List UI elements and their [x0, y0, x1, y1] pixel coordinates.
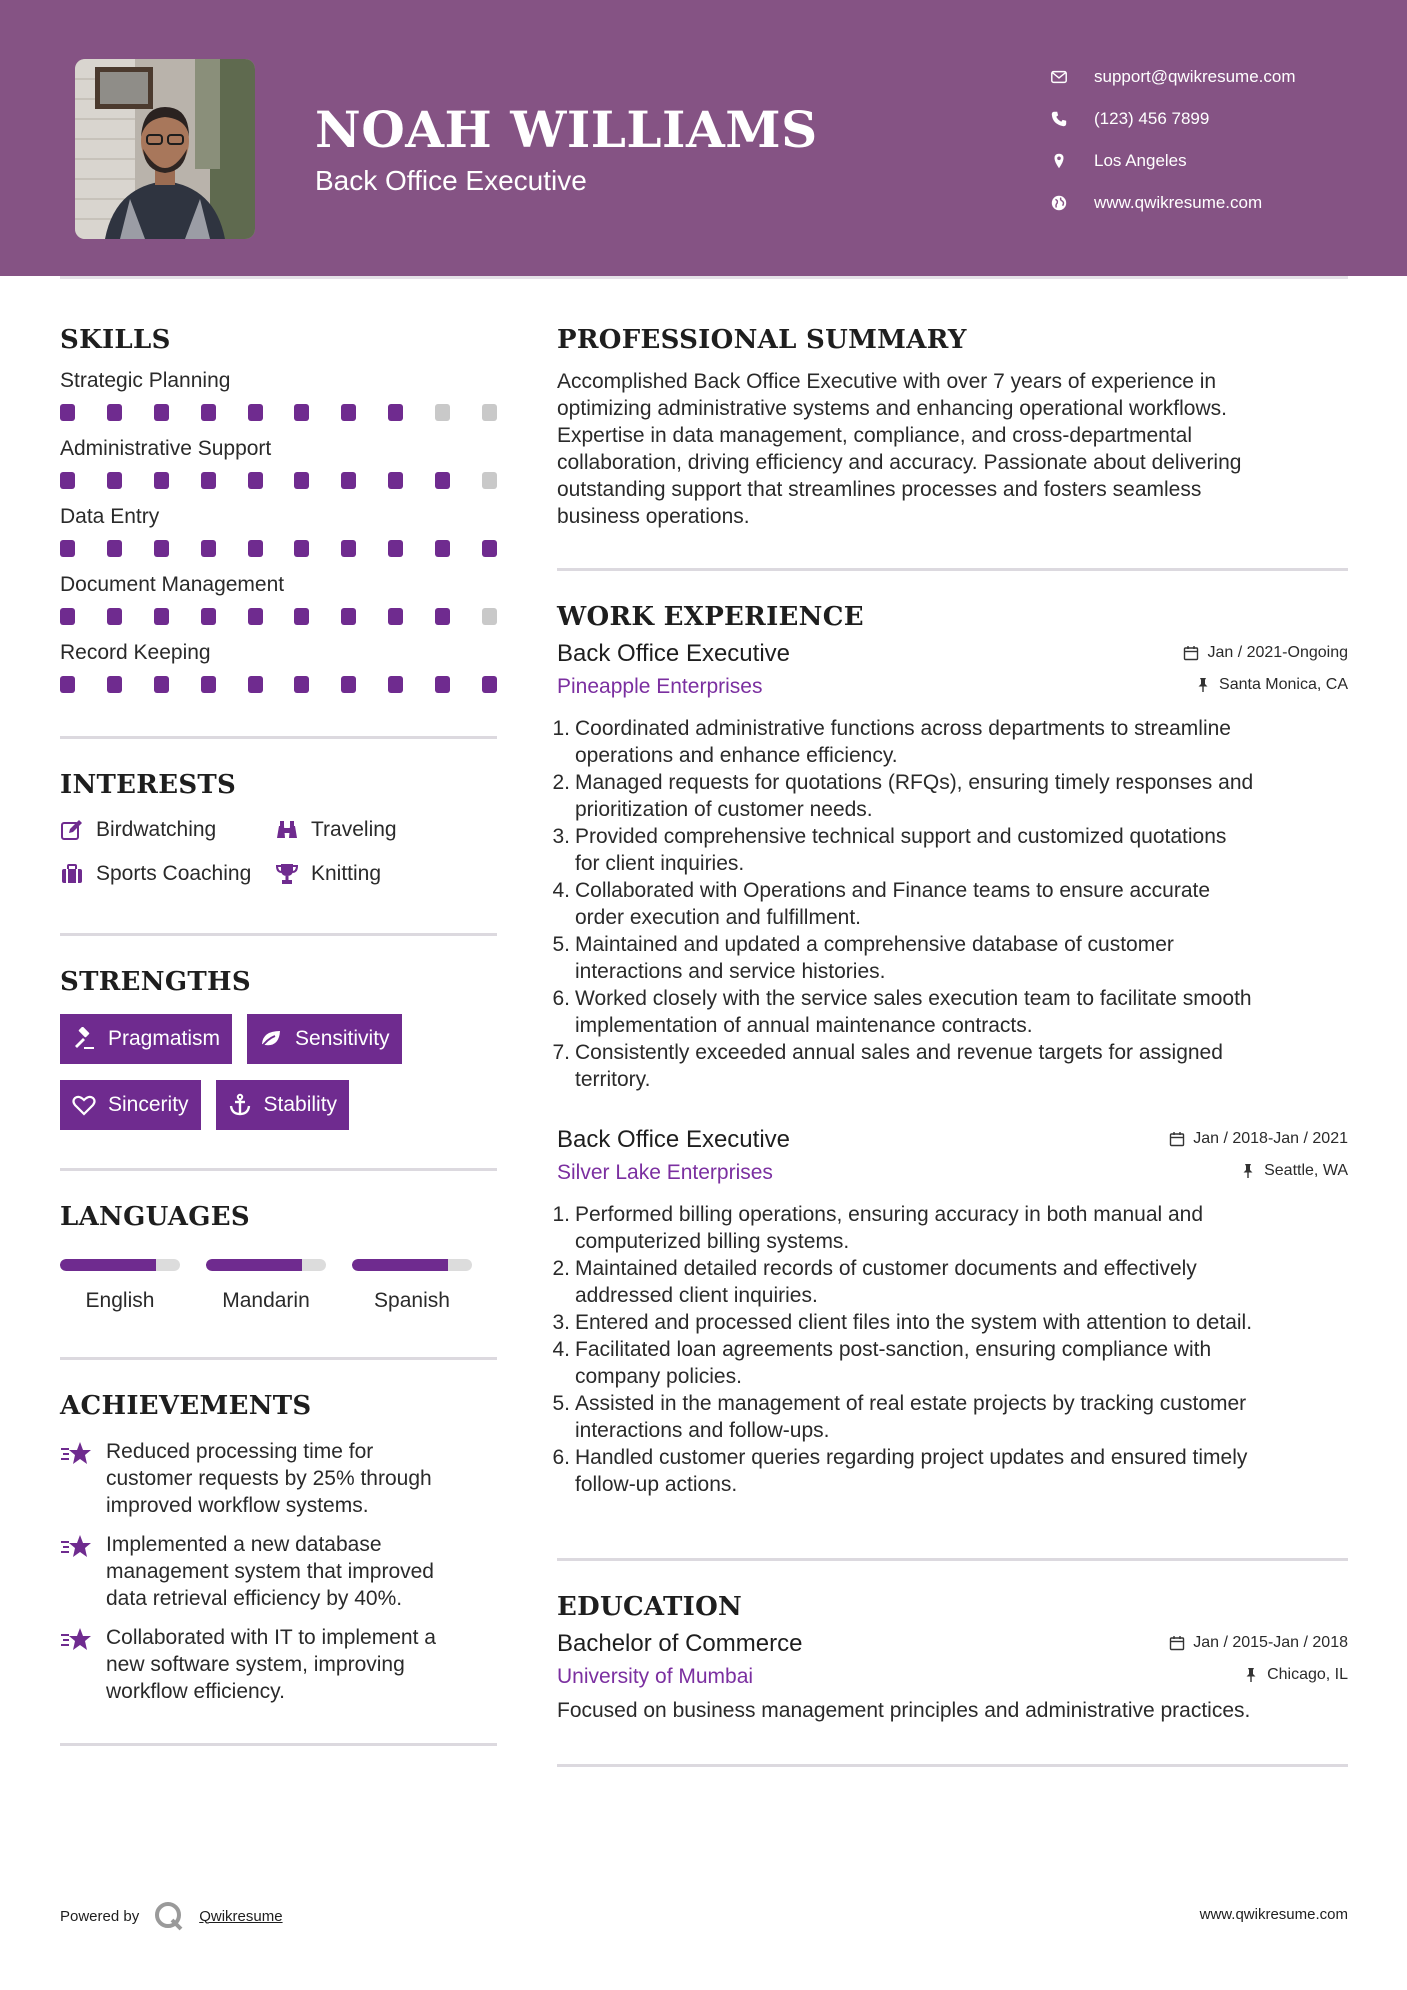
gavel-icon — [72, 1027, 96, 1051]
interests-list — [60, 815, 497, 889]
responsibility-item — [552, 985, 1348, 1039]
responsibility-line: Maintained and updated a comprehensive database of customer — [575, 933, 1174, 956]
experience-title: WORK EXPERIENCE — [557, 602, 864, 632]
right-column — [552, 320, 1348, 1767]
item-number: 1. — [552, 1203, 570, 1226]
resume-header — [0, 0, 1407, 276]
phone-icon — [1048, 108, 1070, 130]
responsibility-line: order execution and fulfillment. — [575, 906, 861, 929]
language-item — [60, 1259, 180, 1313]
job-location — [1240, 1162, 1348, 1180]
interest-item — [275, 859, 495, 889]
envelope-icon — [1048, 66, 1070, 88]
achievement-item — [60, 1531, 497, 1612]
rating-dot-filled — [294, 404, 309, 421]
responsibility-text — [575, 1039, 1223, 1093]
strength-tag — [216, 1080, 350, 1130]
location-pin-icon — [1048, 150, 1070, 172]
education-location-text: Chicago, IL — [1267, 1666, 1348, 1683]
rating-dot-filled — [107, 608, 122, 625]
language-level-fill — [352, 1259, 448, 1271]
rating-dot-filled — [107, 540, 122, 557]
education-head — [557, 1627, 1348, 1661]
responsibility-text — [575, 1309, 1252, 1336]
education-school: University of Mumbai — [557, 1665, 754, 1688]
responsibility-item — [552, 1255, 1348, 1309]
skill-rating — [60, 404, 497, 424]
section-divider — [557, 568, 1348, 571]
responsibility-line: computerized billing systems. — [575, 1230, 850, 1253]
summary-line: Accomplished Back Office Executive with over 7 years of experience in — [557, 370, 1217, 393]
section-divider — [60, 933, 497, 936]
strength-label: Sensitivity — [295, 1027, 390, 1050]
job-head — [557, 637, 1348, 671]
rating-dot-filled — [435, 608, 450, 625]
responsibility-line: territory. — [575, 1068, 651, 1091]
rating-dot-filled — [60, 404, 75, 421]
responsibility-text — [575, 931, 1174, 985]
item-number: 1. — [552, 717, 570, 740]
skill-rating — [60, 540, 497, 560]
job-entry — [552, 637, 1348, 1093]
strength-label: Stability — [263, 1093, 338, 1116]
contact-location — [1048, 140, 1296, 182]
rating-dot-empty — [482, 472, 497, 489]
rating-dot-filled — [201, 472, 216, 489]
language-level-bar — [352, 1259, 472, 1271]
rating-dot-empty — [435, 404, 450, 421]
languages-title: LANGUAGES — [60, 1202, 250, 1232]
rating-dot-filled — [341, 676, 356, 693]
job-head — [557, 1123, 1348, 1157]
section-divider — [557, 1764, 1348, 1767]
job-entry — [552, 1123, 1348, 1498]
skill-name: Strategic Planning — [60, 369, 231, 392]
rating-dot-filled — [107, 404, 122, 421]
job-responsibilities — [552, 715, 1348, 1093]
achievement-line: Implemented a new database — [106, 1533, 382, 1556]
skill-rating — [60, 676, 497, 696]
skill-item — [60, 570, 497, 628]
contact-list — [1048, 56, 1296, 224]
language-name: Spanish — [374, 1289, 450, 1312]
contact-phone-text: (123) 456 7899 — [1094, 109, 1210, 128]
rating-dot-filled — [60, 608, 75, 625]
responsibility-line: Entered and processed client files into the system with attention to detail. — [575, 1311, 1253, 1334]
header-divider — [60, 276, 1348, 279]
interest-item — [275, 815, 495, 845]
qwikresume-logo-icon — [153, 1900, 185, 1932]
rating-dot-filled — [154, 540, 169, 557]
rating-dot-filled — [201, 404, 216, 421]
skills-list — [60, 366, 497, 696]
skill-name: Administrative Support — [60, 437, 272, 460]
rating-dot-filled — [435, 472, 450, 489]
rating-dot-filled — [154, 676, 169, 693]
achievement-text — [106, 1438, 432, 1519]
pin-icon — [1243, 1667, 1259, 1683]
education-dates-text: Jan / 2015-Jan / 2018 — [1193, 1634, 1348, 1651]
briefcase-icon — [60, 862, 84, 886]
rating-dot-filled — [294, 676, 309, 693]
item-number: 6. — [552, 1446, 570, 1469]
responsibility-text — [575, 1444, 1247, 1498]
education-dates — [1169, 1634, 1348, 1652]
skills-title: SKILLS — [60, 325, 171, 355]
achievement-line: Reduced processing time for — [106, 1440, 374, 1463]
star-icon — [60, 1531, 106, 1612]
responsibility-line: company policies. — [575, 1365, 742, 1388]
section-divider — [60, 1743, 497, 1746]
skill-rating — [60, 472, 497, 492]
strength-tag — [60, 1080, 201, 1130]
achievement-line: improved workflow systems. — [106, 1494, 369, 1517]
achievement-line: data retrieval efficiency by 40%. — [106, 1587, 403, 1610]
rating-dot-filled — [388, 540, 403, 557]
achievements-list — [60, 1438, 497, 1705]
job-location-text: Santa Monica, CA — [1219, 676, 1348, 693]
calendar-icon — [1183, 645, 1207, 661]
responsibility-item — [552, 769, 1348, 823]
rating-dot-filled — [435, 540, 450, 557]
item-number: 4. — [552, 1338, 570, 1361]
interests-title: INTERESTS — [60, 770, 237, 800]
responsibility-item — [552, 823, 1348, 877]
responsibility-line: Worked closely with the service sales execution team to facilitate smooth — [575, 987, 1252, 1010]
education-description: Focused on business management principles and administrative practices. — [557, 1699, 1251, 1722]
interest-label: Traveling — [311, 818, 397, 841]
item-number: 3. — [552, 825, 570, 848]
rating-dot-filled — [388, 608, 403, 625]
job-dates — [1169, 1130, 1348, 1148]
item-number: 5. — [552, 1392, 570, 1415]
calendar-icon — [1169, 1635, 1185, 1651]
achievement-text — [106, 1624, 436, 1705]
languages-section — [60, 1197, 497, 1313]
skill-name: Record Keeping — [60, 641, 211, 664]
responsibility-text — [575, 1201, 1203, 1255]
responsibility-item — [552, 1039, 1348, 1093]
pin-icon — [1195, 677, 1219, 693]
strength-label: Pragmatism — [108, 1027, 221, 1050]
responsibility-line: Managed requests for quotations (RFQs), ensuring timely responses and — [575, 771, 1254, 794]
rating-dot-filled — [154, 608, 169, 625]
rating-dot-filled — [107, 676, 122, 693]
interest-item — [60, 815, 275, 845]
rating-dot-empty — [482, 608, 497, 625]
responsibility-line: Consistently exceeded annual sales and revenue targets for assigned — [575, 1041, 1223, 1064]
contact-website[interactable] — [1048, 182, 1296, 224]
job-subhead — [557, 671, 1348, 703]
item-number: 5. — [552, 933, 570, 956]
responsibility-line: Provided comprehensive technical support and customized quotations — [575, 825, 1227, 848]
skill-rating — [60, 608, 497, 628]
language-level-bar — [206, 1259, 326, 1271]
responsibility-text — [575, 1255, 1197, 1309]
education-section — [557, 1587, 1348, 1724]
skill-item — [60, 434, 497, 492]
responsibility-line: for client inquiries. — [575, 852, 745, 875]
responsibility-text — [575, 769, 1253, 823]
summary-line: outstanding support that streamlines processes and fosters seamless — [557, 478, 1202, 501]
language-level-fill — [206, 1259, 302, 1271]
rating-dot-filled — [201, 676, 216, 693]
language-name: Mandarin — [222, 1289, 310, 1312]
responsibility-line: prioritization of customer needs. — [575, 798, 873, 821]
rating-dot-filled — [201, 540, 216, 557]
responsibility-text — [575, 985, 1252, 1039]
responsibility-line: follow-up actions. — [575, 1473, 738, 1496]
responsibility-line: operations and enhance efficiency. — [575, 744, 898, 767]
section-divider — [557, 1558, 1348, 1561]
responsibility-text — [575, 715, 1231, 769]
responsibility-line: Performed billing operations, ensuring accuracy in both manual and — [575, 1203, 1204, 1226]
responsibility-text — [575, 877, 1210, 931]
candidate-name: NOAH WILLIAMS — [315, 100, 818, 159]
achievements-title: ACHIEVEMENTS — [60, 1391, 312, 1421]
item-number: 4. — [552, 879, 570, 902]
achievement-line: Collaborated with IT to implement a — [106, 1626, 436, 1649]
responsibility-line: addressed client inquiries. — [575, 1284, 818, 1307]
languages-list — [60, 1259, 497, 1313]
job-company: Silver Lake Enterprises — [557, 1161, 773, 1184]
strengths-list — [60, 1014, 497, 1130]
rating-dot-filled — [248, 608, 263, 625]
rating-dot-filled — [294, 608, 309, 625]
pin-icon — [1240, 1163, 1264, 1179]
education-subhead — [557, 1661, 1348, 1693]
star-icon — [60, 1624, 106, 1705]
job-dates — [1183, 644, 1348, 662]
education-degree: Bachelor of Commerce — [557, 1630, 803, 1657]
item-number: 2. — [552, 1257, 570, 1280]
skill-item — [60, 502, 497, 560]
pencil-square-icon — [60, 818, 84, 842]
responsibility-line: interactions and service histories. — [575, 960, 886, 983]
heart-icon — [72, 1093, 96, 1117]
rating-dot-filled — [60, 540, 75, 557]
achievements-section — [60, 1386, 497, 1705]
left-column — [60, 320, 497, 1746]
binoculars-icon — [275, 818, 299, 842]
responsibility-line: implementation of annual maintenance contracts. — [575, 1014, 1033, 1037]
job-company: Pineapple Enterprises — [557, 675, 763, 698]
interest-label: Birdwatching — [96, 818, 217, 841]
item-number: 7. — [552, 1041, 570, 1064]
rating-dot-filled — [435, 676, 450, 693]
language-level-fill — [60, 1259, 156, 1271]
interest-label: Sports Coaching — [96, 862, 252, 885]
rating-dot-filled — [201, 608, 216, 625]
brand-link[interactable]: Qwikresume — [199, 1907, 283, 1925]
skill-name: Data Entry — [60, 505, 160, 528]
section-divider — [60, 1168, 497, 1171]
item-number: 2. — [552, 771, 570, 794]
responsibility-item — [552, 1336, 1348, 1390]
item-number: 6. — [552, 987, 570, 1010]
achievement-line: management system that improved — [106, 1560, 434, 1583]
responsibility-text — [575, 1336, 1211, 1390]
footer-website[interactable]: www.qwikresume.com — [1199, 1906, 1348, 1923]
anchor-icon — [228, 1093, 252, 1117]
skills-section — [60, 320, 497, 696]
interest-item — [60, 859, 275, 889]
rating-dot-filled — [60, 472, 75, 489]
language-level-bar — [60, 1259, 180, 1271]
responsibility-item — [552, 715, 1348, 769]
jobs-list — [552, 637, 1348, 1498]
section-divider — [60, 736, 497, 739]
calendar-icon — [1169, 1131, 1193, 1147]
contact-website-text: www.qwikresume.com — [1094, 193, 1263, 212]
contact-email[interactable] — [1048, 56, 1296, 98]
item-number: 3. — [552, 1311, 570, 1334]
footer-powered-by — [60, 1900, 283, 1932]
responsibility-text — [575, 823, 1226, 877]
rating-dot-filled — [341, 540, 356, 557]
responsibility-item — [552, 931, 1348, 985]
rating-dot-filled — [60, 676, 75, 693]
strength-tag — [60, 1014, 232, 1064]
rating-dot-filled — [294, 540, 309, 557]
job-responsibilities — [552, 1201, 1348, 1498]
rating-dot-filled — [248, 540, 263, 557]
interests-section — [60, 765, 497, 889]
responsibility-item — [552, 1309, 1348, 1336]
powered-by-text: Powered by — [60, 1907, 140, 1925]
contact-email-text: support@qwikresume.com — [1094, 67, 1296, 86]
rating-dot-empty — [482, 404, 497, 421]
job-location-text: Seattle, WA — [1264, 1162, 1348, 1179]
candidate-title: Back Office Executive — [315, 165, 587, 196]
responsibility-item — [552, 1444, 1348, 1498]
rating-dot-filled — [248, 676, 263, 693]
achievement-item — [60, 1438, 497, 1519]
rating-dot-filled — [388, 472, 403, 489]
responsibility-item — [552, 877, 1348, 931]
skill-item — [60, 638, 497, 696]
achievement-text — [106, 1531, 434, 1612]
responsibility-item — [552, 1390, 1348, 1444]
achievement-line: new software system, improving — [106, 1653, 405, 1676]
contact-location-text: Los Angeles — [1094, 151, 1187, 170]
rating-dot-filled — [341, 404, 356, 421]
responsibility-line: Facilitated loan agreements post-sanction, ensuring compliance with — [575, 1338, 1212, 1361]
star-icon — [60, 1438, 106, 1519]
rating-dot-filled — [248, 472, 263, 489]
summary-line: collaboration, driving efficiency and accuracy. Passionate about delivering — [557, 451, 1242, 474]
responsibility-line: Coordinated administrative functions across departments to streamline — [575, 717, 1231, 740]
strengths-section — [60, 962, 497, 1130]
responsibility-line: Handled customer queries regarding project updates and ensured timely — [575, 1446, 1248, 1469]
responsibility-item — [552, 1201, 1348, 1255]
summary-line: optimizing administrative systems and enhancing operational workflows. — [557, 397, 1227, 420]
responsibility-line: Assisted in the management of real estate projects by tracking customer — [575, 1392, 1247, 1415]
trophy-icon — [275, 862, 299, 886]
globe-icon — [1048, 192, 1070, 214]
responsibility-line: Maintained detailed records of customer documents and effectively — [575, 1257, 1197, 1280]
summary-title: PROFESSIONAL SUMMARY — [557, 325, 967, 355]
responsibility-line: Collaborated with Operations and Finance teams to ensure accurate — [575, 879, 1211, 902]
achievement-item — [60, 1624, 497, 1705]
responsibility-line: interactions and follow-ups. — [575, 1419, 830, 1442]
strengths-title: STRENGTHS — [60, 967, 251, 997]
contact-phone[interactable] — [1048, 98, 1296, 140]
section-divider — [60, 1357, 497, 1360]
summary-text — [557, 368, 1348, 530]
summary-line: business operations. — [557, 505, 750, 528]
strength-label: Sincerity — [108, 1093, 189, 1116]
job-role: Back Office Executive — [557, 1126, 790, 1153]
summary-section — [557, 320, 1348, 530]
achievement-line: workflow efficiency. — [106, 1680, 285, 1703]
skill-name: Document Management — [60, 573, 285, 596]
job-location — [1195, 676, 1348, 694]
rating-dot-filled — [154, 404, 169, 421]
rating-dot-filled — [248, 404, 263, 421]
language-name: English — [85, 1289, 155, 1312]
rating-dot-filled — [294, 472, 309, 489]
job-dates-text: Jan / 2021-Ongoing — [1207, 644, 1348, 661]
education-location — [1243, 1666, 1348, 1684]
language-item — [352, 1259, 472, 1313]
interest-label: Knitting — [311, 862, 382, 885]
responsibility-text — [575, 1390, 1246, 1444]
rating-dot-filled — [107, 472, 122, 489]
job-role: Back Office Executive — [557, 640, 790, 667]
job-dates-text: Jan / 2018-Jan / 2021 — [1193, 1130, 1348, 1147]
achievement-line: customer requests by 25% through — [106, 1467, 432, 1490]
job-subhead — [557, 1157, 1348, 1189]
language-item — [206, 1259, 326, 1313]
summary-line: Expertise in data management, compliance, and cross-departmental — [557, 424, 1193, 447]
experience-section — [552, 597, 1348, 1498]
profile-photo — [75, 59, 255, 239]
education-title: EDUCATION — [557, 1592, 743, 1622]
rating-dot-filled — [482, 676, 497, 693]
rating-dot-filled — [154, 472, 169, 489]
leaf-icon — [259, 1027, 283, 1051]
strength-tag — [247, 1014, 402, 1064]
skill-item — [60, 366, 497, 424]
rating-dot-filled — [388, 676, 403, 693]
rating-dot-filled — [341, 608, 356, 625]
rating-dot-filled — [341, 472, 356, 489]
rating-dot-filled — [388, 404, 403, 421]
rating-dot-filled — [482, 540, 497, 557]
